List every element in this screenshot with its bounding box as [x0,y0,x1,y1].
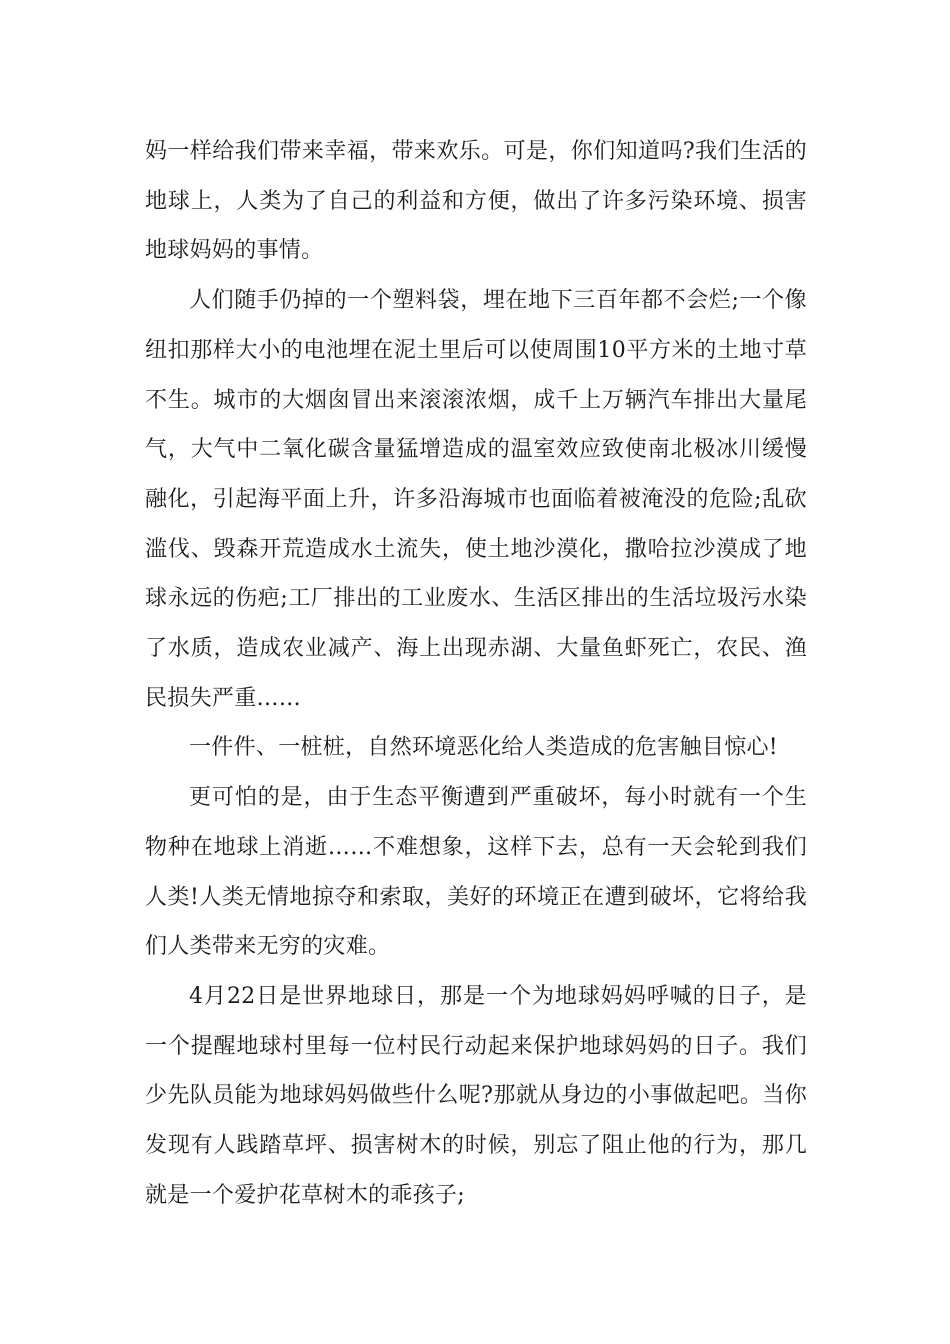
document-page [145,127,807,1220]
paragraph-harm-summary: 一件件、一桩桩，自然环境恶化给人类造成的危害触目惊心! [189,735,778,761]
paragraph-continuation: 妈一样给我们带来幸福，带来欢乐。可是，你们知道吗?我们生活的地球上，人类为了自己的利益和方便，做出了许多污染环境、损害地球妈妈的事情。 [145,139,807,264]
paragraph-pollution-examples: 人们随手仍掉的一个塑料袋，埋在地下三百年都不会烂;一个像纽扣那样大小的电池埋在泥土里后可以使周围10平方米的土地寸草不生。城市的大烟囱冒出来滚滚浓烟，成千上万辆汽车排出大量尾气，大气中二氧化碳含量猛增造成的温室效应致使南北极冰川缓慢融化，引起海平面上升，许多沿海城市也面临着被淹没的危险;乱砍滥伐、毁森开荒造成水土流失，使土地沙漠化，撒哈拉沙漠成了地球永远的伤疤;工厂排出的工业废水、生活区排出的生活垃圾污水染了水质，造成农业减产、海上出现赤湖、大量鱼虾死亡，农民、渔民损失严重…… [145,288,807,711]
paragraph-ecological-balance: 更可怕的是，由于生态平衡遭到严重破坏，每小时就有一个生物种在地球上消逝……不难想象，这样下去，总有一天会轮到我们人类!人类无情地掠夺和索取，美好的环境正在遭到破坏，它将给我们人类带来无穷的灾难。 [145,785,807,960]
paragraph-earth-day: 4月22日是世界地球日，那是一个为地球妈妈呼喊的日子，是一个提醒地球村里每一位村民行动起来保护地球妈妈的日子。我们少先队员能为地球妈妈做些什么呢?那就从身边的小事做起吧。当你发现有人践踏草坪、损害树木的时候，别忘了阻止他的行为，那几就是一个爱护花草树木的乖孩子; [145,983,807,1208]
